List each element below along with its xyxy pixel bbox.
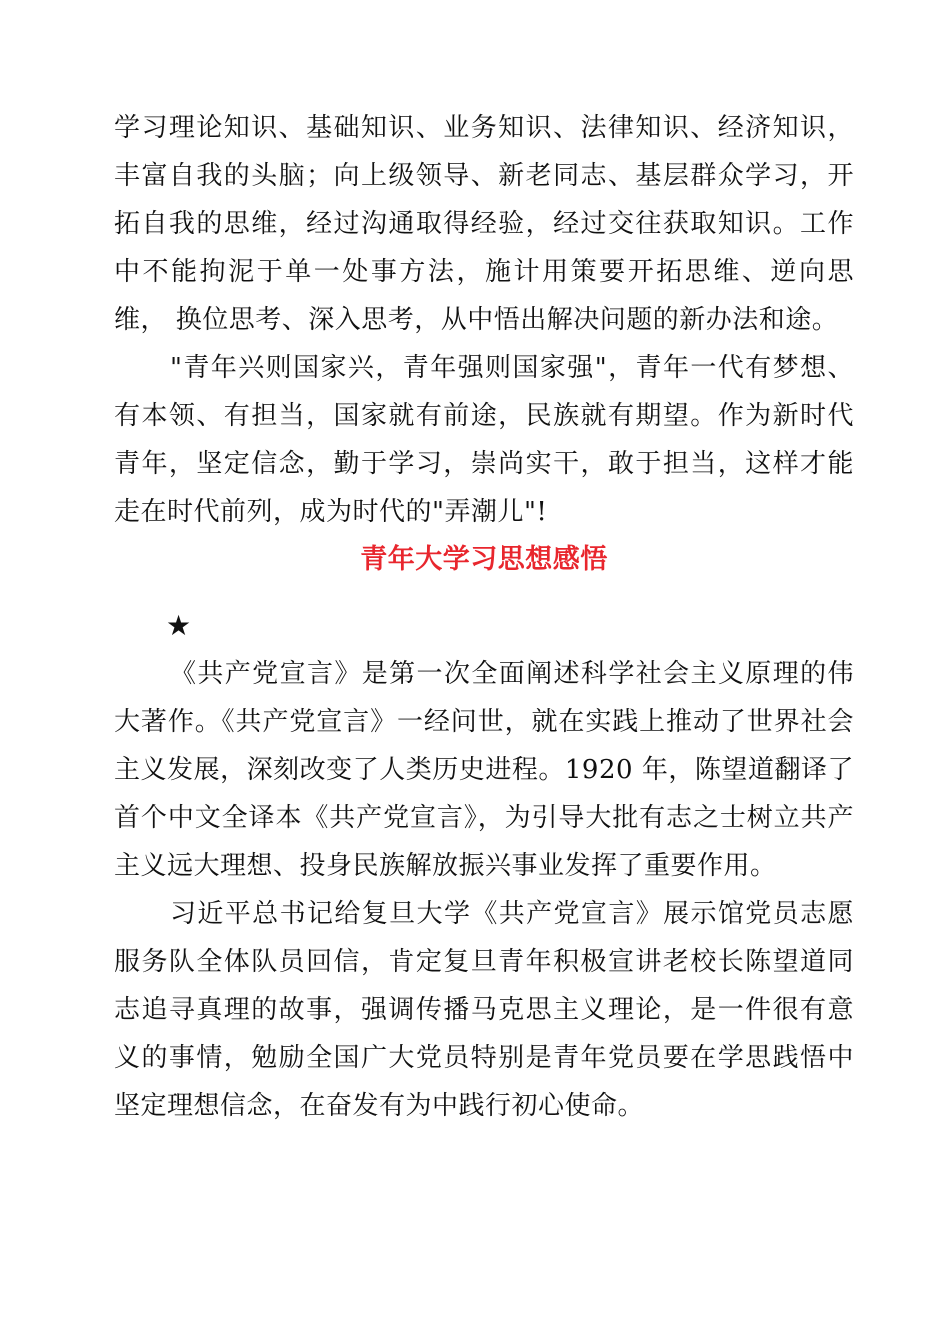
document-body	[114, 104, 854, 1130]
paragraph-youth-nation: "青年兴则国家兴，青年强则国家强"，青年一代有梦想、有本领、有担当，国家就有前途，民族就有期望。作为新时代青年，坚定信念，勤于学习，崇尚实干，敢于担当，这样才能走在时代前列，成为时代的"弄潮儿"!	[114, 353, 854, 527]
paragraph-letter-reply: 习近平总书记给复旦大学《共产党宣言》展示馆党员志愿服务队全体队员回信，肯定复旦青年积极宣讲老校长陈望道同志追寻真理的故事，强调传播马克思主义理论，是一件很有意义的事情，勉励全国广大党员特别是青年党员要在学思践悟中坚定理想信念，在奋发有为中践行初心使命。	[114, 899, 854, 1121]
paragraph-theory-study: 学习理论知识、基础知识、业务知识、法律知识、经济知识，丰富自我的头脑；向上级领导、新老同志、基层群众学习，开拓自我的思维，经过沟通取得经验，经过交往获取知识。工作中不能拘泥于单一处事方法，施计用策要开拓思维、逆向思维， 换位思考、深入思考，从中悟出解决问题的新办法和途。	[114, 113, 854, 335]
paragraph-communist-manifesto: 《共产党宣言》是第一次全面阐述科学社会主义原理的伟大著作。《共产党宣言》一经问世，就在实践上推动了世界社会主义发展，深刻改变了人类历史进程。1920 年，陈望道翻译了首个中文全译本《共产党宣言》，为引导大批有志之士树立共产主义远大理想、投身民族解放振兴事业发挥了重要作用。	[114, 659, 854, 881]
star-divider	[114, 602, 854, 650]
section-title: 青年大学习思想感悟	[360, 544, 608, 575]
star-icon: ★	[166, 609, 192, 642]
